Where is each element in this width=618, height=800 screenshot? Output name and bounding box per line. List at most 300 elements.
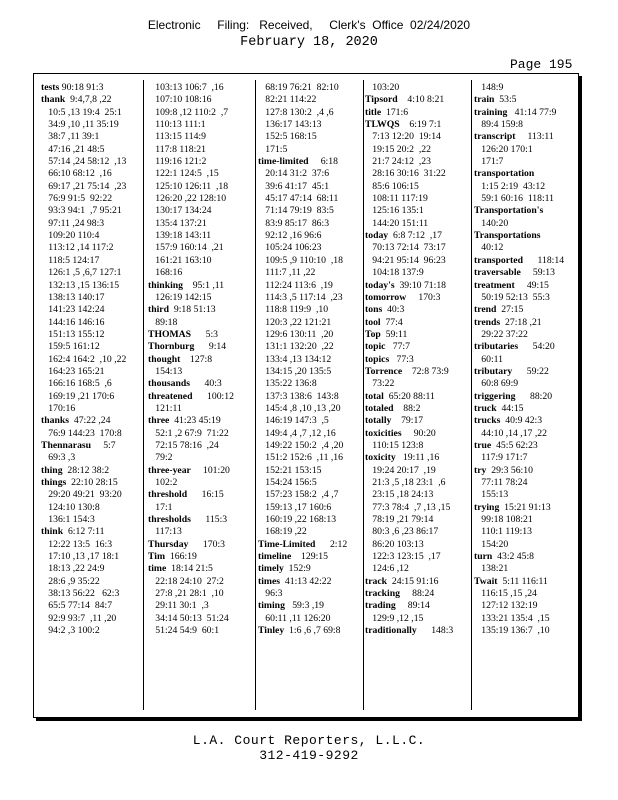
index-entry — [148, 280, 252, 292]
index-entry — [148, 304, 252, 316]
index-term: thought — [148, 353, 181, 365]
index-continuation — [148, 181, 252, 193]
index-term: tributary — [474, 365, 513, 377]
index-entry — [148, 354, 252, 366]
page-line-refs: 120:3 ,22 121:21 — [258, 316, 332, 328]
page-line-refs: 118:14 — [522, 254, 565, 266]
index-entry — [474, 230, 576, 242]
page-line-refs: 78:19 ,21 79:14 — [365, 514, 434, 526]
index-term: totally — [365, 415, 392, 427]
index-term: turn — [474, 551, 493, 563]
page-line-refs: 77:7 — [385, 341, 410, 353]
page-line-refs: 118:8 119:9 ,10 — [258, 304, 329, 316]
index-entry — [365, 329, 469, 341]
index-column-2 — [148, 82, 252, 712]
index-continuation — [474, 526, 576, 538]
page-line-refs: 50:19 52:13 55:3 — [474, 291, 550, 303]
page-line-refs: 122:3 123:15 ,17 — [365, 551, 441, 563]
index-continuation — [41, 107, 139, 119]
index-continuation — [365, 156, 469, 168]
index-continuation — [258, 280, 362, 292]
index-term: train — [474, 94, 495, 106]
index-entry — [41, 415, 139, 427]
index-term: think — [41, 526, 64, 538]
index-entry — [148, 415, 252, 427]
page-line-refs: 166:16 168:5 ,6 — [41, 378, 112, 390]
page-line-refs: 136:1 154:3 — [41, 514, 95, 526]
index-continuation — [41, 193, 139, 205]
index-term: Tim — [148, 551, 166, 563]
index-term: Transportations — [474, 230, 541, 242]
index-continuation — [365, 613, 469, 625]
index-term: threshold — [148, 489, 188, 501]
index-entry — [148, 514, 252, 526]
index-term: title — [365, 106, 382, 118]
page-line-refs: 51:24 54:9 60:1 — [148, 625, 220, 637]
page-line-refs: 47:22 ,24 — [69, 415, 111, 427]
index-continuation — [41, 489, 139, 501]
page-line-refs: 40:3 — [190, 378, 222, 390]
index-term: Thornburg — [148, 341, 195, 353]
index-entry — [474, 94, 576, 106]
index-column-5 — [474, 82, 576, 712]
page-line-refs: 40:9 42:3 — [500, 415, 543, 427]
index-entry — [365, 119, 469, 131]
index-continuation — [258, 415, 362, 427]
index-entry — [148, 539, 252, 551]
page-line-refs: 159:5 161:12 — [41, 341, 100, 353]
page-line-refs: 170:3 — [406, 291, 441, 303]
index-continuation — [41, 181, 139, 193]
page-line-refs: 1:15 2:19 43:12 — [474, 180, 546, 192]
index-term: transportation — [474, 168, 535, 180]
index-entry — [148, 465, 252, 477]
index-entry — [41, 465, 139, 477]
index-term: tons — [365, 304, 383, 316]
page-line-refs: 109:8 ,12 110:2 ,7 — [148, 106, 229, 118]
page-line-refs: 129:15 — [291, 551, 328, 563]
page-line-refs: 5:7 — [91, 439, 116, 451]
page-line-refs: 40:12 — [474, 242, 504, 254]
page-line-refs: 6:18 — [308, 156, 338, 168]
index-continuation — [148, 193, 252, 205]
index-entry — [258, 539, 362, 551]
page-line-refs: 71:14 79:19 83:5 — [258, 205, 334, 217]
index-continuation — [148, 82, 252, 94]
index-term: triggering — [474, 390, 516, 402]
page-line-refs: 162:4 164:2 ,10 ,22 — [41, 353, 127, 365]
page-line-refs: 144:16 146:16 — [41, 316, 105, 328]
index-continuation — [41, 168, 139, 180]
page-line-refs: 135:22 136:8 — [258, 378, 317, 390]
index-entry — [365, 415, 469, 427]
index-continuation — [41, 341, 139, 353]
page-line-refs: 21:7 24:12 ,23 — [365, 156, 431, 168]
page-line-refs: 19:15 20:2 ,22 — [365, 143, 431, 155]
page-line-refs: 5:11 116:11 — [497, 575, 548, 587]
index-entry — [41, 477, 139, 489]
index-continuation — [365, 514, 469, 526]
index-term: threatened — [148, 390, 193, 402]
index-term: Transportation's — [474, 205, 544, 217]
page-line-refs: 130:17 134:24 — [148, 205, 212, 217]
page-line-refs: 38:13 56:22 62:3 — [41, 588, 120, 600]
page-line-refs: 97:11 ,24 98:3 — [41, 217, 105, 229]
index-continuation — [41, 131, 139, 143]
page-line-refs: 157:23 158:2 ,4 ,7 — [258, 489, 339, 501]
column-divider — [363, 80, 364, 710]
column-divider — [255, 80, 256, 710]
page-line-refs: 88:24 — [399, 588, 435, 600]
page-line-refs: 113:12 ,14 117:2 — [41, 242, 114, 254]
page-line-refs: 76:9 91:5 92:22 — [41, 193, 113, 205]
page-line-refs: 161:21 163:10 — [148, 254, 212, 266]
page-line-refs: 73:22 — [365, 378, 395, 390]
page-line-refs: 119:16 121:2 — [148, 156, 207, 168]
index-term: three — [148, 415, 170, 427]
index-continuation — [365, 465, 469, 477]
index-continuation — [41, 391, 139, 403]
page-line-refs: 110:15 123:8 — [365, 439, 424, 451]
page-line-refs: 28:16 30:16 31:22 — [365, 168, 446, 180]
page-line-refs: 22:10 28:15 — [66, 477, 118, 488]
index-term: third — [148, 304, 169, 316]
index-continuation — [258, 168, 362, 180]
page-line-refs: 9:14 — [194, 341, 227, 353]
page-line-refs: 171:6 — [381, 106, 409, 118]
index-continuation — [148, 428, 252, 440]
index-continuation — [41, 428, 139, 440]
page-line-refs: 121:11 — [148, 402, 182, 414]
page-line-refs: 28:6 ,9 35:22 — [41, 575, 100, 587]
page-line-refs: 126:20 170:1 — [474, 143, 533, 155]
page-line-refs: 59:13 — [520, 267, 555, 279]
index-column-4 — [365, 82, 469, 712]
page-line-refs: 117:8 118:21 — [148, 143, 206, 155]
page-line-refs: 140:20 — [474, 217, 509, 229]
index-entry — [474, 415, 576, 427]
index-entry — [365, 341, 469, 353]
court-reporter-name: L.A. Court Reporters, L.L.C. — [192, 733, 426, 748]
index-continuation — [365, 539, 469, 551]
page-line-refs: 88:20 — [515, 390, 553, 402]
index-term: totaled — [365, 402, 394, 414]
index-continuation — [148, 168, 252, 180]
index-term: Torrence — [365, 365, 403, 377]
index-continuation — [41, 205, 139, 217]
index-continuation — [474, 588, 576, 600]
page-line-refs: 95:1 ,11 — [183, 279, 225, 291]
page-line-refs: 127:8 — [180, 353, 213, 365]
page-line-refs: 94:21 95:14 96:23 — [365, 254, 446, 266]
index-entry — [474, 391, 576, 403]
index-continuation — [148, 613, 252, 625]
index-entry — [474, 168, 576, 180]
index-continuation — [148, 440, 252, 452]
page-line-refs: 72:8 73:9 — [402, 365, 449, 377]
index-continuation — [258, 205, 362, 217]
page-line-refs: 16:15 — [187, 489, 224, 501]
index-continuation — [148, 576, 252, 588]
page-line-refs: 117:13 — [148, 526, 182, 538]
index-continuation — [148, 255, 252, 267]
page-line-refs: 60:11 — [474, 353, 503, 365]
page-line-refs: 125:10 126:11 ,18 — [148, 180, 229, 192]
index-continuation — [258, 131, 362, 143]
page-line-refs: 60:11 ,11 126:20 — [258, 612, 331, 624]
index-term: time-limited — [258, 156, 309, 168]
index-continuation — [474, 156, 576, 168]
page-line-refs: 17:10 ,13 ,17 18:1 — [41, 551, 120, 563]
page-line-refs: 80:3 ,6 ,23 86:17 — [365, 526, 439, 538]
page-line-refs: 115:3 — [190, 514, 228, 526]
index-continuation — [148, 452, 252, 464]
index-continuation — [474, 625, 576, 637]
page-line-refs: 108:11 117:19 — [365, 193, 428, 205]
index-entry — [474, 465, 576, 477]
page-line-refs: 152:9 — [283, 563, 311, 575]
page-line-refs: 149:22 150:2 ,4 ,20 — [258, 439, 344, 451]
index-entry — [365, 576, 469, 588]
page-line-refs: 152:5 168:15 — [258, 131, 317, 143]
index-continuation — [41, 292, 139, 304]
index-continuation — [258, 391, 362, 403]
page-line-refs: 155:13 — [474, 489, 509, 501]
index-entry — [474, 280, 576, 292]
index-continuation — [258, 242, 362, 254]
index-continuation — [365, 563, 469, 575]
index-continuation — [258, 477, 362, 489]
index-entry — [258, 576, 362, 588]
page-line-refs: 82:21 114:22 — [258, 94, 317, 106]
page-line-refs: 19:11 ,16 — [395, 452, 440, 464]
index-continuation — [474, 600, 576, 612]
index-term: timely — [258, 563, 284, 575]
page-line-refs: 101:20 — [190, 464, 230, 476]
index-entry — [474, 304, 576, 316]
index-term: try — [474, 464, 487, 476]
page-line-refs: 10:5 ,13 19:4 25:1 — [41, 106, 122, 118]
index-column-3 — [258, 82, 362, 712]
page-line-refs: 52:1 ,2 67:9 71:22 — [148, 427, 229, 439]
index-term: traversable — [474, 267, 521, 279]
index-continuation — [365, 477, 469, 489]
index-continuation — [148, 477, 252, 489]
index-continuation — [148, 131, 252, 143]
index-entry — [365, 317, 469, 329]
page-line-refs: 92:12 ,16 96:6 — [258, 230, 322, 242]
index-term: thresholds — [148, 514, 191, 526]
page-line-refs: 29:22 37:22 — [474, 328, 528, 340]
index-column-1 — [41, 82, 139, 712]
index-continuation — [41, 539, 139, 551]
page-line-refs: 90:18 91:3 — [59, 82, 104, 93]
index-continuation — [474, 119, 576, 131]
index-term: tests — [41, 82, 60, 93]
index-continuation — [474, 193, 576, 205]
page-line-refs: 157:9 160:14 ,21 — [148, 242, 224, 254]
page-line-refs: 40:3 — [382, 304, 405, 316]
index-term: three-year — [148, 464, 191, 476]
index-continuation — [258, 255, 362, 267]
page-line-refs: 113:15 114:9 — [148, 131, 206, 143]
index-continuation — [474, 181, 576, 193]
page-line-refs: 54:20 — [518, 341, 555, 353]
page-line-refs: 27:15 — [496, 304, 524, 316]
index-term: THOMAS — [148, 328, 192, 340]
page-line-refs: 27:18 ,21 — [500, 316, 542, 328]
page-line-refs: 43:2 45:8 — [492, 551, 535, 563]
column-divider — [471, 80, 472, 710]
index-entry — [365, 403, 469, 415]
index-continuation — [474, 514, 576, 526]
page-line-refs: 9:4,7,8 ,22 — [65, 94, 112, 106]
page-line-refs: 4:10 8:21 — [397, 94, 445, 106]
index-term: TLWQS — [365, 119, 400, 131]
page-line-refs: 124:6 ,12 — [365, 563, 409, 575]
index-term: Top — [365, 328, 381, 340]
index-entry — [41, 526, 139, 538]
index-continuation — [258, 181, 362, 193]
index-continuation — [365, 378, 469, 390]
index-entry — [365, 588, 469, 600]
index-term: thing — [41, 464, 63, 476]
index-term: timeline — [258, 551, 292, 563]
index-continuation — [365, 181, 469, 193]
page-line-refs: 44:10 ,14 ,17 ,22 — [474, 427, 547, 439]
index-continuation — [148, 526, 252, 538]
page-line-refs: 59:11 — [380, 328, 408, 340]
page-line-refs: 24:15 91:16 — [387, 575, 439, 587]
page-line-refs: 79:17 — [391, 415, 424, 427]
index-term: thank — [41, 94, 66, 106]
page-line-refs: 29:3 56:10 — [486, 464, 533, 476]
page-line-refs: 2:12 — [315, 538, 348, 550]
page-line-refs: 125:16 135:1 — [365, 205, 424, 217]
index-continuation — [148, 600, 252, 612]
page-line-refs: 126:20 ,22 128:10 — [148, 193, 227, 205]
index-continuation — [258, 354, 362, 366]
page-line-refs: 57:14 ,24 58:12 ,13 — [41, 156, 127, 168]
page-line-refs: 133:21 135:4 ,15 — [474, 612, 550, 624]
index-continuation — [148, 218, 252, 230]
page-line-refs: 154:20 — [474, 538, 509, 550]
index-continuation — [148, 588, 252, 600]
page-line-refs: 170:16 — [41, 402, 76, 414]
index-entry — [148, 378, 252, 390]
index-term: tracking — [365, 588, 400, 600]
page-line-refs: 169:19 ,21 170:6 — [41, 390, 115, 402]
index-continuation — [41, 354, 139, 366]
index-entry — [365, 452, 469, 464]
page-line-refs: 59:22 — [512, 365, 549, 377]
index-continuation — [365, 218, 469, 230]
page-line-refs: 131:1 132:20 ,22 — [258, 341, 334, 353]
index-continuation — [41, 625, 139, 637]
page-line-refs: 27:8 ,21 28:1 ,10 — [148, 588, 224, 600]
index-term: Thursday — [148, 538, 189, 550]
page-line-refs: 21:3 ,5 ,18 23:1 ,6 — [365, 477, 446, 488]
page-line-refs: 168:16 — [148, 267, 183, 279]
page-line-refs: 103:20 — [365, 82, 400, 93]
index-continuation — [474, 477, 576, 489]
index-entry — [474, 366, 576, 378]
index-continuation — [258, 292, 362, 304]
page-line-refs: 39:6 41:17 45:1 — [258, 180, 330, 192]
page-line-refs: 127:8 130:2 ,4 ,6 — [258, 106, 334, 118]
index-entry — [258, 156, 362, 168]
index-continuation — [148, 267, 252, 279]
page-line-refs: 65:5 77:14 84:7 — [41, 600, 113, 612]
page-number: Page 195 — [510, 57, 573, 72]
page-line-refs: 17:1 — [148, 501, 173, 513]
page-line-refs: 1:6 ,6 ,7 69:8 — [284, 625, 341, 637]
page-line-refs: 7:13 12:20 19:14 — [365, 131, 441, 143]
index-term: Time-Limited — [258, 538, 316, 550]
index-continuation — [365, 526, 469, 538]
page-line-refs: 126:1 ,5 ,6,7 127:1 — [41, 267, 122, 279]
index-term: traditionally — [365, 625, 417, 637]
index-continuation — [258, 502, 362, 514]
index-continuation — [474, 428, 576, 440]
index-continuation — [258, 317, 362, 329]
index-entry — [148, 563, 252, 575]
page-line-refs: 127:12 132:19 — [474, 600, 538, 612]
page-line-refs: 45:17 47:14 68:11 — [258, 193, 339, 205]
index-entry — [365, 625, 469, 637]
index-continuation — [258, 267, 362, 279]
page-line-refs: 113:11 — [515, 131, 554, 143]
page-line-refs: 68:19 76:21 82:10 — [258, 82, 339, 93]
index-continuation — [474, 452, 576, 464]
index-term: toxicities — [365, 427, 402, 439]
index-continuation — [365, 168, 469, 180]
index-continuation — [258, 428, 362, 440]
court-reporter-phone: 312-419-9292 — [259, 748, 359, 763]
page-line-refs: 34:14 50:13 51:24 — [148, 612, 229, 624]
index-continuation — [258, 107, 362, 119]
index-term: tomorrow — [365, 291, 407, 303]
index-term: trend — [474, 304, 497, 316]
page-line-refs: 154:13 — [148, 365, 183, 377]
page-line-refs: 59:3 ,19 — [284, 600, 324, 612]
index-continuation — [258, 378, 362, 390]
index-term: Twait — [474, 575, 498, 587]
index-continuation — [41, 267, 139, 279]
index-continuation — [258, 304, 362, 316]
page-line-refs: 152:21 153:15 — [258, 464, 322, 476]
page-line-refs: 168:19 ,22 — [258, 526, 307, 538]
index-entry — [474, 317, 576, 329]
page-line-refs: 96:3 — [258, 588, 283, 600]
index-term: treatment — [474, 279, 515, 291]
index-continuation — [41, 304, 139, 316]
page-line-refs: 29:20 49:21 93:20 — [41, 489, 122, 501]
index-term: topics — [365, 353, 390, 365]
page-line-refs: 116:15 ,15 ,24 — [474, 588, 537, 600]
index-continuation — [258, 526, 362, 538]
index-continuation — [41, 218, 139, 230]
page-line-refs: 18:13 ,22 24:9 — [41, 563, 105, 575]
index-continuation — [474, 329, 576, 341]
index-continuation — [148, 205, 252, 217]
page-line-refs: 89:14 — [395, 600, 430, 612]
page-line-refs: 5:3 — [191, 328, 218, 340]
index-continuation — [41, 600, 139, 612]
index-entry — [365, 94, 469, 106]
page-line-refs: 171:7 — [474, 156, 504, 168]
index-continuation — [474, 489, 576, 501]
